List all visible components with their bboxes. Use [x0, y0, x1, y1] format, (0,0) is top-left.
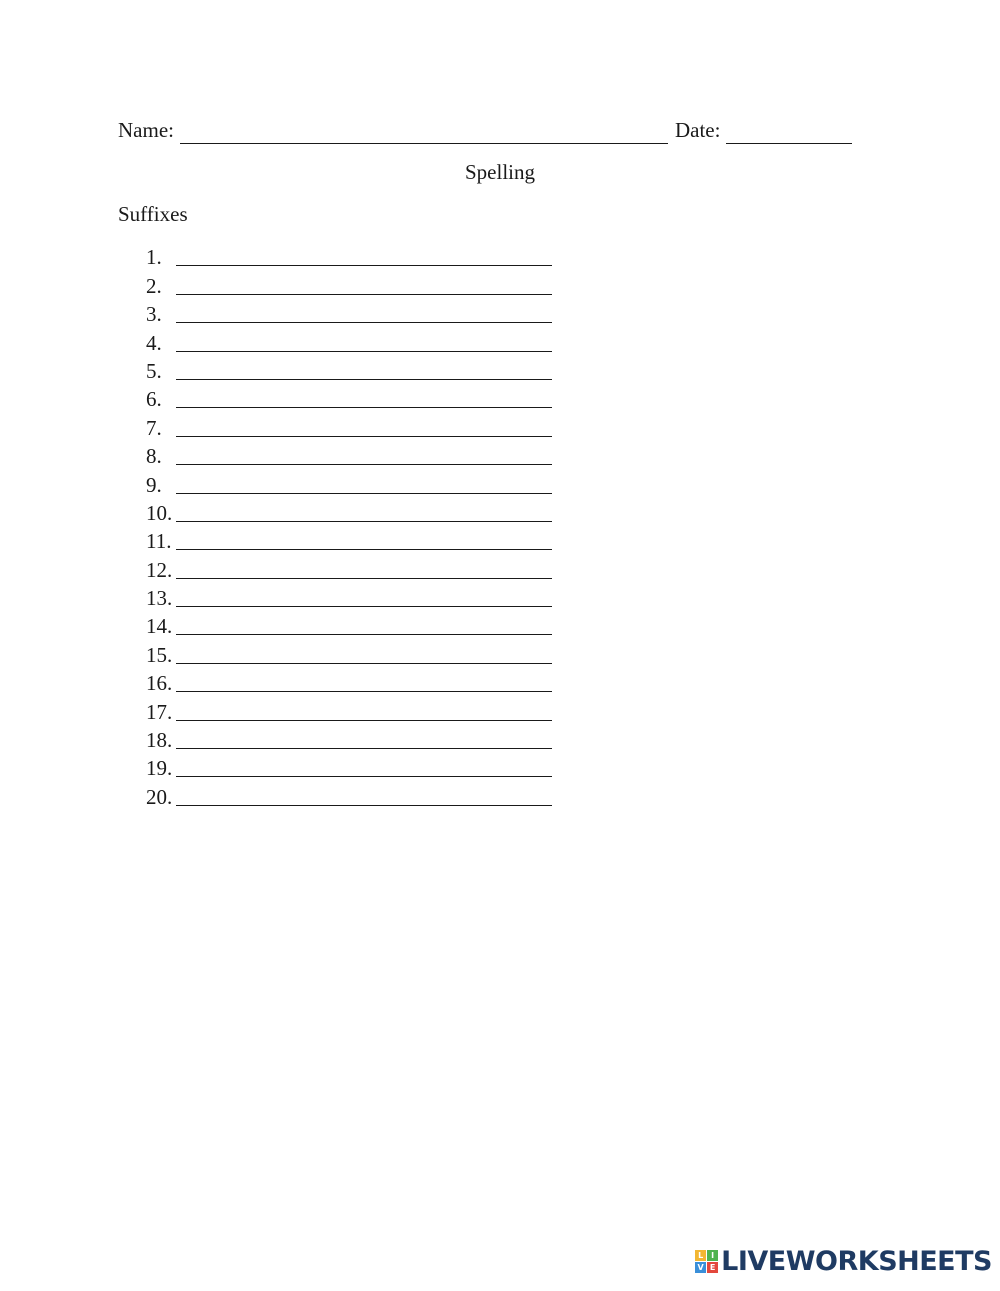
answer-number: 5. — [146, 358, 162, 383]
answer-item — [146, 780, 552, 808]
logo-tile: I — [707, 1250, 718, 1261]
answer-number: 2. — [146, 273, 162, 298]
answer-number: 15. — [146, 642, 173, 667]
liveworksheets-logo — [695, 1246, 992, 1277]
answer-item — [146, 468, 552, 496]
answer-field[interactable] — [176, 416, 552, 437]
answer-item — [146, 582, 552, 610]
answer-item — [146, 724, 552, 752]
answer-item — [146, 667, 552, 695]
answer-item — [146, 298, 552, 326]
date-field[interactable] — [726, 121, 852, 144]
answer-field[interactable] — [176, 331, 552, 352]
answer-field[interactable] — [176, 387, 552, 408]
answer-field[interactable] — [176, 473, 552, 494]
answer-number: 8. — [146, 444, 162, 469]
header-row — [118, 116, 878, 144]
answer-item — [146, 269, 552, 297]
answer-number: 9. — [146, 472, 162, 497]
answer-field[interactable] — [176, 302, 552, 323]
answer-number: 6. — [146, 387, 162, 412]
answer-field[interactable] — [176, 245, 552, 266]
answer-number: 12. — [146, 557, 173, 582]
answer-number: 16. — [146, 671, 173, 696]
answer-number: 18. — [146, 728, 173, 753]
answer-field[interactable] — [176, 558, 552, 579]
logo-tile: E — [707, 1262, 718, 1273]
answer-number: 3. — [146, 302, 162, 327]
answer-item — [146, 241, 552, 269]
answer-number: 19. — [146, 756, 173, 781]
answer-field[interactable] — [176, 359, 552, 380]
answer-item — [146, 752, 552, 780]
answer-field[interactable] — [176, 671, 552, 692]
section-subtitle: Suffixes — [118, 202, 188, 226]
answer-number: 20. — [146, 784, 173, 809]
answer-item — [146, 440, 552, 468]
name-label: Name: — [118, 118, 174, 142]
page-title: Spelling — [464, 160, 535, 184]
answer-field[interactable] — [176, 274, 552, 295]
answer-item — [146, 638, 552, 666]
answer-item — [146, 553, 552, 581]
answer-field[interactable] — [176, 529, 552, 550]
answer-item — [146, 695, 552, 723]
answer-number: 7. — [146, 415, 162, 440]
answer-item — [146, 411, 552, 439]
name-field[interactable] — [180, 121, 668, 144]
answer-item — [146, 383, 552, 411]
answer-list — [146, 241, 552, 809]
answer-number: 14. — [146, 614, 173, 639]
answer-item — [146, 326, 552, 354]
answer-field[interactable] — [176, 586, 552, 607]
answer-number: 17. — [146, 699, 173, 724]
answer-field[interactable] — [176, 700, 552, 721]
logo-text: LIVEWORKSHEETS — [721, 1246, 992, 1277]
answer-number: 13. — [146, 586, 173, 611]
answer-item — [146, 355, 552, 383]
answer-number: 1. — [146, 245, 162, 270]
answer-field[interactable] — [176, 501, 552, 522]
answer-item — [146, 497, 552, 525]
answer-field[interactable] — [176, 444, 552, 465]
answer-number: 10. — [146, 500, 173, 525]
answer-number: 11. — [146, 529, 172, 554]
answer-field[interactable] — [176, 643, 552, 664]
logo-mark-icon — [695, 1250, 718, 1273]
answer-field[interactable] — [176, 614, 552, 635]
answer-item — [146, 525, 552, 553]
answer-field[interactable] — [176, 728, 552, 749]
answer-item — [146, 610, 552, 638]
answer-field[interactable] — [176, 785, 552, 806]
answer-field[interactable] — [176, 756, 552, 777]
logo-tile: L — [695, 1250, 706, 1261]
date-label: Date: — [674, 118, 721, 142]
answer-number: 4. — [146, 330, 162, 355]
logo-tile: V — [695, 1262, 706, 1273]
